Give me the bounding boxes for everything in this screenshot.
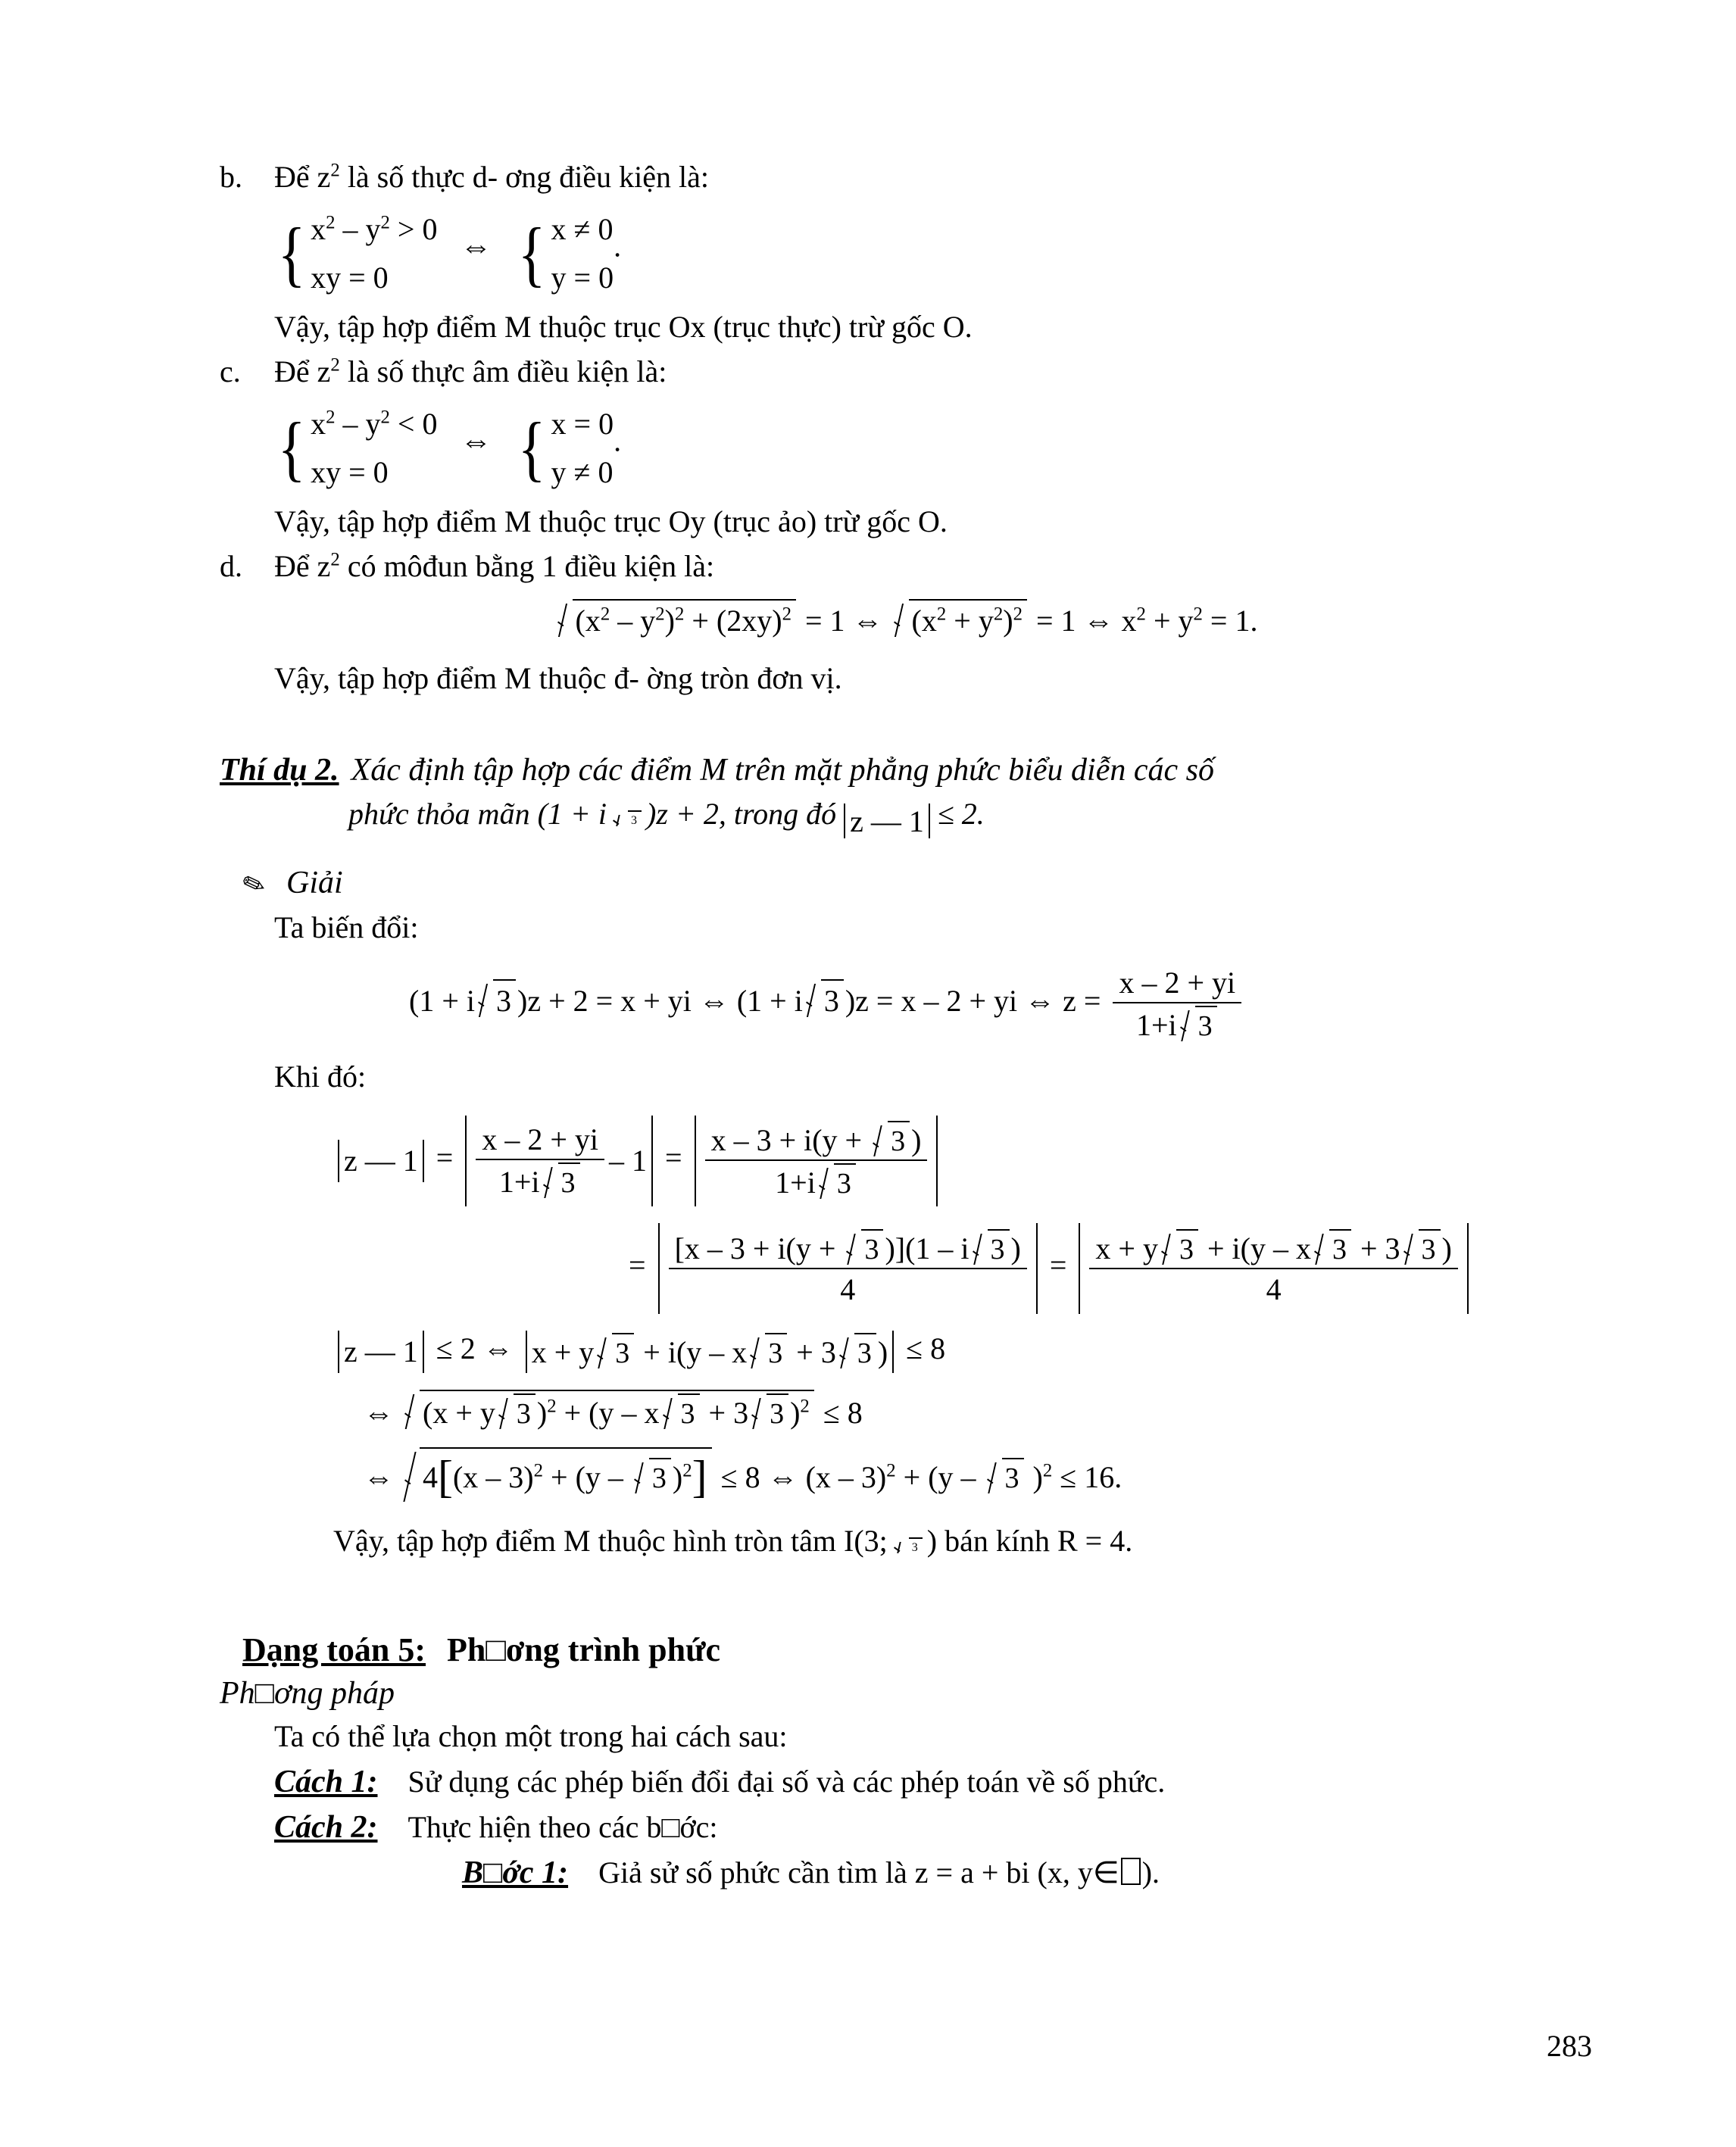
equation-line-2: = $\frac{[x - 3 + i(y + 3 )](1 - i 3 )}{4}$ = $\frac{x + y 3 + i(y - x 3 + 3 3 )}{4}$ [629,1223,1592,1314]
abs-bar-right-icon [1036,1223,1038,1314]
step-1-label: B□ớc 1: [462,1855,569,1890]
abs-bar-right-icon [936,1116,938,1206]
example-conclusion-b: ) bán kính R = 4. [926,1523,1133,1558]
sqrt-3-icon: 3 [892,1537,923,1555]
example-text-line2 [348,796,1592,839]
list-text-b: Để $z^2$ là số thực d- ơng điều kiện là: [274,160,709,194]
abs-group-frac2: $\frac{x - 3 + i(y + 3 )}{1+i 3}$ [690,1116,943,1206]
section-title: Ph□ơng trình phức [447,1631,721,1668]
left-brace-icon: { [518,213,546,295]
way-1-label: Cách 1: [274,1764,378,1799]
abs-group-expr: x + y 3 + i(y – x 3 + 3 3 ) [521,1331,898,1373]
missing-glyph-icon [1121,1858,1141,1885]
example-text-line1: Xác định tập hợp các điểm M trên mặt phẳng phức biểu diễn các số [351,753,1214,788]
abs-bar-left-icon [1079,1223,1080,1314]
example-conclusion [333,1523,1592,1559]
list-item-b [220,159,1592,195]
abs-bar-right-icon [423,1140,424,1182]
way-1-text: Sử dụng các phép biến đổi đại số và các phép toán về số phức. [407,1764,1166,1799]
transform-equation [409,965,1592,1043]
abs-bar-left-icon [658,1223,660,1314]
period-c: . [614,423,622,458]
way-2-row [274,1807,1592,1848]
solution-header [238,865,1592,903]
list-item-c [220,354,1592,389]
system-b-right [514,205,614,302]
period-b: . [614,229,622,264]
system-c-right [514,400,614,497]
system-b-left-line2: xy = 0 [311,261,389,295]
example-text-line2-c: z — 1 [850,804,924,838]
abs-bar-left-icon [695,1116,696,1206]
equivalence-icon-c: ⇔ [460,423,492,459]
abs-bar-left-icon [338,1140,339,1182]
way-2-text: Thực hiện theo các b□ớc: [407,1809,718,1844]
abs-group-z2: z — 1 [333,1331,429,1373]
equivalence-icon-b: ⇔ [460,229,492,264]
conclusion-d: Vậy, tập hợp điểm M thuộc đ- ờng tròn đơn vị. [274,661,842,695]
abs-group-frac3: $\frac{[x - 3 + i(y + 3 )](1 - i 3 )}{4}$ [654,1223,1042,1314]
abs-bar-left-icon [465,1116,467,1206]
transform-label: Ta biến đổi: [274,910,419,944]
example-block [220,752,1592,839]
section-intro: Ta có thể lựa chọn một trong hai cách sau: [274,1718,788,1753]
example-text-line2-a: phức thỏa mãn (1 + i [348,797,607,831]
step-1-row [462,1852,1592,1893]
system-b-left-line1: $x^2 - y^2 > 0$ [311,212,438,246]
section-heading [242,1631,1592,1669]
example-label: Thí dụ 2. [220,753,339,788]
abs-bar-right-icon [892,1331,894,1373]
abs-bar-right-icon [929,804,930,838]
list-marker-d: d. [220,549,242,583]
equation-line-4: ⇔ (x + y 3 )$^2$ + (y – x 3 + 3 3 )$^2$ ≤ 8 [364,1390,1592,1431]
pen-icon: ✎ [238,866,270,903]
system-b-left [274,205,437,302]
step-1-text [598,1852,1160,1893]
abs-bar-left-icon [844,804,845,838]
system-c-right-line2: y ≠ 0 [551,455,614,489]
equation-d-math: $(x^2 - y^2)^2 + (2xy)^2 = 1$ ⇔ $(x^2 + y^2)^2 = 1$ ⇔ $x^2 + y^2 = 1$. [554,604,1258,638]
equation-b [274,205,1592,302]
abs-group-z1: z — 1 [333,1140,429,1182]
example-text-line2-b: )z + 2, trong đó [646,797,837,831]
method-label: Ph□ơng pháp [220,1675,395,1711]
left-brace-icon: { [277,407,306,489]
step-1-text-a: Giả sử số phức cần tìm là z = a + bi (x, y∈ [598,1855,1119,1890]
example-text-line2-d: ≤ 2. [937,797,985,831]
system-b-right-line2: y = 0 [551,261,614,295]
conclusion-c: Vậy, tập hợp điểm M thuộc trục Oy (trục ảo) trừ gốc O. [274,504,948,538]
system-b-right-line1: x ≠ 0 [551,212,614,246]
equation-c [274,400,1592,497]
equation-line-5: ⇔ 4[(x – 3)$^2$ + (y – 3 )$^2$] ≤ 8 ⇔ (x – 3)$^2$ + (y – 3 )$^2$ ≤ 16. [364,1447,1592,1503]
step-1-text-b: ). [1141,1855,1160,1890]
equation-line-1: z — 1 = $\frac{x - 2 + yi}{1+i 3}$ – 1 = $\frac{x - 3 + i(y + 3 )}{1+i 3}$ [333,1116,1592,1206]
left-brace-icon: { [277,213,306,295]
transform-equation-math: (1 + i 3 )z + 2 = x + yi ⇔ (1 + i 3 )z = x – 2 + yi ⇔ z = $\frac{x - 2 + yi}{1+i 3}$ [409,984,1246,1018]
abs-bar-right-icon [1467,1223,1469,1314]
abs-group-frac4: $\frac{x + y 3 + i(y - x 3 + 3 3 )}{4}$ [1074,1223,1472,1314]
conclusion-b: Vậy, tập hợp điểm M thuộc trục Ox (trục thực) trừ gốc O. [274,310,973,344]
abs-group-frac1: $\frac{x - 2 + yi}{1+i 3}$ – 1 [461,1116,657,1206]
abs-value-group [839,804,935,839]
system-c-left [274,400,437,497]
left-brace-icon: { [518,407,546,489]
list-text-c: Để $z^2$ là số thực âm điều kiện là: [274,354,667,389]
way-2-label: Cách 2: [274,1809,378,1845]
system-c-left-line2: xy = 0 [311,455,389,489]
abs-bar-right-icon [423,1331,424,1373]
list-item-d [220,548,1592,584]
system-c-left-line1: $x^2 - y^2 < 0$ [311,407,438,441]
equation-line-3: z — 1 ≤ 2 ⇔ x + y 3 + i(y – x 3 + 3 3 ) ≤ 8 [333,1331,1592,1373]
abs-bar-left-icon [526,1331,527,1373]
way-1-row [274,1762,1592,1802]
equation-d [220,599,1592,638]
then-label: Khi đó: [274,1059,367,1094]
solution-label: Giải [286,865,343,900]
list-marker-b: b. [220,160,242,194]
sqrt-3-icon: 3 [611,810,642,828]
abs-bar-left-icon [338,1331,339,1373]
system-c-right-line1: x = 0 [551,407,614,441]
list-marker-c: c. [220,354,241,389]
abs-bar-right-icon [651,1116,653,1206]
list-text-d: Để $z^2$ có môđun bằng 1 điều kiện là: [274,549,715,583]
page-number: 283 [1547,2029,1592,2063]
example-conclusion-a: Vậy, tập hợp điểm M thuộc hình tròn tâm I(3; [333,1523,888,1558]
section-label: Dạng toán 5: [242,1631,426,1668]
